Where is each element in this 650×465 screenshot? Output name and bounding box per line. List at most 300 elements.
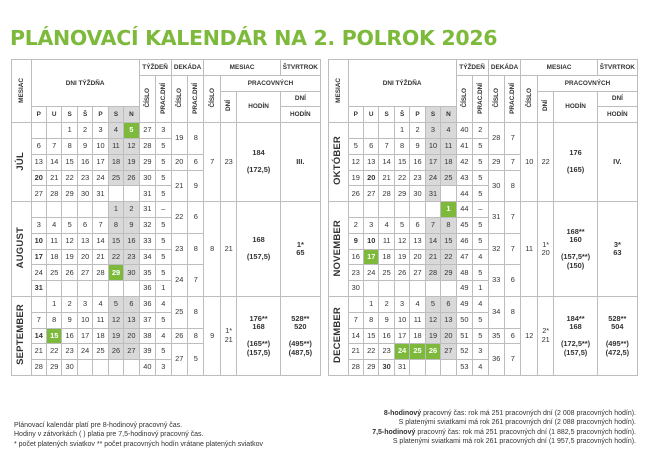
- day-cell: [77, 360, 92, 376]
- day-cell: 30: [379, 360, 394, 376]
- day-cell: 30: [124, 265, 139, 281]
- month-workdays: 2* 21: [537, 296, 553, 375]
- day-cell: 2: [124, 202, 139, 218]
- day-cell: 22: [441, 249, 456, 265]
- day-cell: 16: [348, 249, 363, 265]
- day-cell: 11: [47, 233, 62, 249]
- day-cell: [379, 202, 394, 218]
- week-workdays: 3: [156, 360, 171, 376]
- dekada-number: 31: [488, 202, 504, 234]
- month-hours: 168 (157,5): [237, 202, 280, 297]
- day-cell: 24: [364, 265, 379, 281]
- day-cell: 27: [124, 344, 139, 360]
- week-number: 46: [456, 233, 472, 249]
- dekada-workdays: 6: [505, 328, 521, 344]
- day-cell: 14: [93, 233, 108, 249]
- header-mesiac-side: MESIAC: [329, 60, 349, 123]
- week-number: 45: [456, 217, 472, 233]
- header-dni: DNÍ: [597, 91, 637, 107]
- dekada-number: 24: [171, 265, 187, 297]
- summary-line: 7,5-hodinový pracovný čas: rok má 251 pracovných dní (1 882,5 pracovných hodín).: [372, 428, 636, 436]
- day-cell: 15: [441, 233, 456, 249]
- day-cell: 31: [394, 360, 409, 376]
- dekada-number: 20: [171, 154, 187, 170]
- dekada-workdays: 8: [188, 296, 204, 328]
- day-cell: 17: [77, 328, 92, 344]
- day-cell: 5: [124, 123, 139, 139]
- day-cell: [47, 123, 62, 139]
- day-cell: 30: [410, 186, 425, 202]
- week-workdays: –: [473, 202, 488, 218]
- day-cell: 16: [410, 154, 425, 170]
- weekday-header: S: [425, 107, 440, 123]
- week-workdays: 5: [156, 249, 171, 265]
- header-mesiac: MESIAC: [204, 60, 280, 76]
- week-workdays: 5: [473, 170, 488, 186]
- footer-summary: [372, 409, 636, 447]
- week-workdays: 5: [473, 312, 488, 328]
- day-cell: 28: [348, 360, 363, 376]
- day-cell: 11: [410, 312, 425, 328]
- day-cell: 24: [425, 170, 440, 186]
- day-cell: 19: [394, 249, 409, 265]
- week-workdays: 5: [156, 217, 171, 233]
- day-cell: 20: [31, 170, 46, 186]
- dekada-number: 25: [171, 296, 187, 328]
- dekada-number: 30: [488, 170, 504, 202]
- day-cell: [348, 296, 363, 312]
- day-cell: [108, 186, 123, 202]
- week-workdays: 5: [156, 344, 171, 360]
- day-cell: 19: [425, 328, 440, 344]
- day-cell: [77, 281, 92, 297]
- week-number: 35: [139, 265, 155, 281]
- day-cell: [108, 281, 123, 297]
- day-cell: 23: [410, 170, 425, 186]
- day-cell: 6: [364, 138, 379, 154]
- header-cislo: ČÍSLO: [488, 75, 504, 122]
- week-number: 32: [139, 217, 155, 233]
- weekday-header: N: [441, 107, 456, 123]
- day-cell: 11: [108, 138, 123, 154]
- day-cell: [77, 202, 92, 218]
- week-number: 41: [456, 138, 472, 154]
- day-cell: 7: [348, 312, 363, 328]
- day-cell: 25: [379, 265, 394, 281]
- day-cell: 31: [425, 186, 440, 202]
- header-pracovnych: PRACOVNÝCH: [537, 75, 637, 91]
- table-row: [12, 202, 321, 218]
- day-cell: 13: [364, 154, 379, 170]
- week-number: 40: [456, 123, 472, 139]
- weekday-header: N: [124, 107, 139, 123]
- day-cell: 24: [93, 170, 108, 186]
- day-cell: 3: [364, 217, 379, 233]
- weekday-header: P: [31, 107, 46, 123]
- week-workdays: –: [156, 202, 171, 218]
- day-cell: [394, 281, 409, 297]
- header-mesiac-side: MESIAC: [12, 60, 32, 123]
- week-number: 36: [139, 281, 155, 297]
- day-cell: 21: [348, 344, 363, 360]
- month-workdays: 23: [220, 123, 236, 202]
- day-cell: 29: [47, 360, 62, 376]
- quarter-cell: 528** 504 (495**) (472,5): [597, 296, 637, 375]
- day-cell: 28: [425, 265, 440, 281]
- quarter-cell: 3* 63: [597, 202, 637, 297]
- day-cell: 12: [394, 233, 409, 249]
- day-cell: 6: [31, 138, 46, 154]
- day-cell: [441, 186, 456, 202]
- day-cell: [108, 360, 123, 376]
- dekada-number: 23: [171, 233, 187, 265]
- calendar-panel-right: [328, 59, 638, 376]
- header-hodin: HODÍN: [597, 107, 637, 123]
- footer-note: Hodiny v zátvorkách ( ) platia pre 7,5-hodinový pracovný čas.: [14, 431, 204, 439]
- header-stvrtrok: ŠTVRTROK: [597, 60, 637, 76]
- quarter-cell: III.: [280, 123, 320, 202]
- week-number: 43: [456, 170, 472, 186]
- header-dni: DNÍ: [280, 91, 320, 107]
- week-workdays: 5: [473, 265, 488, 281]
- day-cell: 8: [62, 138, 77, 154]
- day-cell: 5: [108, 296, 123, 312]
- dekada-number: 36: [488, 344, 504, 376]
- day-cell: 27: [441, 344, 456, 360]
- day-cell: 9: [62, 312, 77, 328]
- header-dni-tyzdna: DNI TÝŽDŇA: [31, 60, 139, 107]
- day-cell: 6: [77, 217, 92, 233]
- day-cell: [441, 281, 456, 297]
- weekday-header: Š: [394, 107, 409, 123]
- header-cislo: ČÍSLO: [171, 75, 187, 122]
- week-workdays: 4: [473, 249, 488, 265]
- day-cell: 9: [379, 312, 394, 328]
- dekada-number: 26: [171, 328, 187, 344]
- week-workdays: 3: [473, 344, 488, 360]
- dekada-workdays: 7: [505, 123, 521, 155]
- day-cell: [394, 202, 409, 218]
- dekada-number: 21: [171, 170, 187, 202]
- day-cell: 22: [47, 344, 62, 360]
- dekada-number: 28: [488, 123, 504, 155]
- day-cell: 19: [62, 249, 77, 265]
- day-cell: 6: [410, 217, 425, 233]
- day-cell: 21: [31, 344, 46, 360]
- day-cell: 8: [441, 217, 456, 233]
- week-workdays: 5: [156, 186, 171, 202]
- week-workdays: 1: [473, 281, 488, 297]
- day-cell: 5: [62, 217, 77, 233]
- dekada-number: 33: [488, 265, 504, 297]
- dekada-workdays: 8: [188, 328, 204, 344]
- day-cell: 1: [394, 123, 409, 139]
- summary-line: S platenými sviatkami má rok 261 pracovných dní (2 088 pracovných hodín).: [398, 419, 636, 427]
- day-cell: 7: [47, 138, 62, 154]
- day-cell: 6: [441, 296, 456, 312]
- dekada-workdays: 5: [188, 344, 204, 376]
- day-cell: 17: [93, 154, 108, 170]
- day-cell: 23: [348, 265, 363, 281]
- day-cell: [441, 360, 456, 376]
- day-cell: 11: [93, 312, 108, 328]
- day-cell: 11: [379, 233, 394, 249]
- month-hours: 184** 168 (172,5**) (157,5): [554, 296, 597, 375]
- day-cell: 14: [47, 154, 62, 170]
- day-cell: 1: [364, 296, 379, 312]
- day-cell: 3: [394, 296, 409, 312]
- day-cell: 13: [441, 312, 456, 328]
- week-number: 52: [456, 344, 472, 360]
- day-cell: 25: [108, 170, 123, 186]
- header-dni: DNÍ: [220, 91, 236, 123]
- day-cell: 27: [77, 265, 92, 281]
- day-cell: 31: [31, 281, 46, 297]
- week-workdays: 3: [156, 123, 171, 139]
- week-workdays: 4: [473, 360, 488, 376]
- dekada-workdays: 7: [505, 154, 521, 170]
- month-name: SEPTEMBER: [12, 296, 32, 375]
- month-number: 10: [521, 123, 537, 202]
- day-cell: 23: [124, 249, 139, 265]
- day-cell: [348, 202, 363, 218]
- dekada-number: 29: [488, 154, 504, 170]
- week-number: 49: [456, 281, 472, 297]
- day-cell: 13: [410, 233, 425, 249]
- day-cell: 3: [31, 217, 46, 233]
- day-cell: 17: [31, 249, 46, 265]
- day-cell: 23: [62, 344, 77, 360]
- day-cell: [379, 281, 394, 297]
- header-cislo: ČÍSLO: [521, 75, 537, 122]
- day-cell: 19: [108, 328, 123, 344]
- day-cell: 15: [364, 328, 379, 344]
- footer-note: * počet platených sviatkov ** počet pracovných hodín vrátane platených sviatkov: [14, 440, 264, 448]
- week-number: 33: [139, 233, 155, 249]
- day-cell: 27: [31, 186, 46, 202]
- header-prac-dni: PRAC.DNÍ: [505, 75, 521, 122]
- week-workdays: 4: [156, 296, 171, 312]
- month-number: 12: [521, 296, 537, 375]
- month-number: 11: [521, 202, 537, 297]
- month-name: OKTÓBER: [329, 123, 349, 202]
- day-cell: 15: [62, 154, 77, 170]
- day-cell: 29: [364, 360, 379, 376]
- day-cell: 1: [108, 202, 123, 218]
- day-cell: 2: [62, 296, 77, 312]
- day-cell: 21: [379, 170, 394, 186]
- month-workdays: 1* 20: [537, 202, 553, 297]
- day-cell: [47, 202, 62, 218]
- day-cell: 8: [394, 138, 409, 154]
- week-number: 38: [139, 328, 155, 344]
- header-row: [329, 60, 638, 76]
- footer-note: Plánovací kalendár platí pre 8-hodinový pracovný čas.: [14, 422, 183, 429]
- week-number: 49: [456, 296, 472, 312]
- day-cell: 5: [425, 296, 440, 312]
- day-cell: 14: [379, 154, 394, 170]
- day-cell: 9: [124, 217, 139, 233]
- week-workdays: 5: [473, 138, 488, 154]
- day-cell: [47, 281, 62, 297]
- week-number: 31: [139, 202, 155, 218]
- weekday-header: Š: [77, 107, 92, 123]
- quarter-cell: 528** 520 (495**) (487,5): [280, 296, 320, 375]
- month-hours: 184 (172,5): [237, 123, 280, 202]
- day-cell: [410, 202, 425, 218]
- month-number: 9: [204, 296, 220, 375]
- day-cell: 16: [124, 233, 139, 249]
- day-cell: 25: [93, 344, 108, 360]
- day-cell: [124, 281, 139, 297]
- summary-line: 8-hodinový pracovný čas: rok má 251 pracovných dní (2 008 pracovných hodín).: [383, 410, 636, 417]
- week-number: 51: [456, 328, 472, 344]
- day-cell: 5: [348, 138, 363, 154]
- month-name: JÚL: [12, 123, 32, 202]
- dekada-number: 32: [488, 233, 504, 265]
- dekada-workdays: 7: [188, 265, 204, 297]
- day-cell: 6: [124, 296, 139, 312]
- week-number: 28: [139, 138, 155, 154]
- day-cell: 15: [47, 328, 62, 344]
- day-cell: 24: [77, 344, 92, 360]
- month-name: NOVEMBER: [329, 202, 349, 297]
- day-cell: 21: [93, 249, 108, 265]
- day-cell: 12: [124, 138, 139, 154]
- week-workdays: 4: [156, 328, 171, 344]
- day-cell: 25: [441, 170, 456, 186]
- day-cell: 11: [441, 138, 456, 154]
- day-cell: 19: [124, 154, 139, 170]
- week-number: 53: [456, 360, 472, 376]
- day-cell: 21: [425, 249, 440, 265]
- day-cell: 15: [394, 154, 409, 170]
- day-cell: 5: [394, 217, 409, 233]
- day-cell: 8: [108, 217, 123, 233]
- day-cell: 26: [394, 265, 409, 281]
- month-number: 7: [204, 123, 220, 202]
- day-cell: 7: [31, 312, 46, 328]
- dekada-workdays: 6: [188, 202, 204, 234]
- header-cislo: ČÍSLO: [456, 75, 472, 122]
- day-cell: 31: [93, 186, 108, 202]
- day-cell: 25: [410, 344, 425, 360]
- day-cell: [124, 186, 139, 202]
- day-cell: 20: [441, 328, 456, 344]
- day-cell: 26: [108, 344, 123, 360]
- dekada-workdays: 8: [505, 170, 521, 202]
- day-cell: 18: [379, 249, 394, 265]
- header-row: [12, 60, 321, 76]
- day-cell: 16: [379, 328, 394, 344]
- day-cell: 12: [425, 312, 440, 328]
- day-cell: 18: [93, 328, 108, 344]
- month-workdays: 22: [537, 123, 553, 202]
- day-cell: 20: [410, 249, 425, 265]
- day-cell: 12: [108, 312, 123, 328]
- day-cell: 9: [77, 138, 92, 154]
- week-number: 48: [456, 265, 472, 281]
- day-cell: 10: [77, 312, 92, 328]
- dekada-number: 35: [488, 328, 504, 344]
- day-cell: 3: [77, 296, 92, 312]
- month-name: AUGUST: [12, 202, 32, 297]
- day-cell: 1: [47, 296, 62, 312]
- weekday-header: P: [348, 107, 363, 123]
- day-cell: 13: [31, 154, 46, 170]
- day-cell: 17: [394, 328, 409, 344]
- summary-line: S platenými sviatkami má rok 261 pracovných dní (1 957,5 pracovných hodín).: [392, 438, 636, 446]
- day-cell: 30: [62, 360, 77, 376]
- dekada-number: 22: [171, 202, 187, 234]
- month-name: DECEMBER: [329, 296, 349, 375]
- day-cell: [379, 123, 394, 139]
- week-number: 30: [139, 170, 155, 186]
- weekday-header: S: [62, 107, 77, 123]
- header-stvrtrok: ŠTVRTROK: [280, 60, 320, 76]
- table-row: [12, 296, 321, 312]
- week-number: 44: [456, 202, 472, 218]
- day-cell: 27: [410, 265, 425, 281]
- week-workdays: 5: [156, 312, 171, 328]
- day-cell: 10: [93, 138, 108, 154]
- dekada-number: 34: [488, 296, 504, 328]
- week-workdays: 5: [156, 154, 171, 170]
- week-workdays: 5: [156, 265, 171, 281]
- table-row: [329, 123, 638, 139]
- day-cell: 7: [379, 138, 394, 154]
- day-cell: [425, 360, 440, 376]
- week-workdays: 5: [473, 154, 488, 170]
- week-number: 37: [139, 312, 155, 328]
- week-workdays: 4: [473, 296, 488, 312]
- week-number: 27: [139, 123, 155, 139]
- day-cell: 30: [77, 186, 92, 202]
- header-hodin: HODÍN: [237, 91, 280, 123]
- day-cell: 2: [379, 296, 394, 312]
- week-workdays: 5: [156, 233, 171, 249]
- day-cell: 22: [62, 170, 77, 186]
- day-cell: 14: [348, 328, 363, 344]
- day-cell: 10: [31, 233, 46, 249]
- day-cell: 10: [364, 233, 379, 249]
- day-cell: 7: [93, 217, 108, 233]
- day-cell: 18: [108, 154, 123, 170]
- day-cell: 21: [47, 170, 62, 186]
- week-workdays: 5: [473, 217, 488, 233]
- month-hours: 168** 160 (157,5**) (150): [554, 202, 597, 297]
- dekada-number: 27: [171, 344, 187, 376]
- day-cell: 8: [364, 312, 379, 328]
- week-workdays: 1: [156, 281, 171, 297]
- header-prac-dni: PRAC.DNÍ: [473, 75, 488, 122]
- day-cell: 4: [108, 123, 123, 139]
- header-cislo: ČÍSLO: [204, 75, 220, 122]
- header-pracovnych: PRACOVNÝCH: [220, 75, 320, 91]
- day-cell: 13: [124, 312, 139, 328]
- week-workdays: 5: [156, 138, 171, 154]
- day-cell: 22: [364, 344, 379, 360]
- page-title: PLÁNOVACÍ KALENDÁR NA 2. POLROK 2026: [10, 26, 498, 50]
- day-cell: 18: [441, 154, 456, 170]
- header-dni: DNÍ: [537, 91, 553, 123]
- day-cell: 24: [394, 344, 409, 360]
- week-number: 40: [139, 360, 155, 376]
- month-number: 8: [204, 202, 220, 297]
- day-cell: 2: [77, 123, 92, 139]
- day-cell: 28: [47, 186, 62, 202]
- dekada-workdays: 6: [505, 265, 521, 297]
